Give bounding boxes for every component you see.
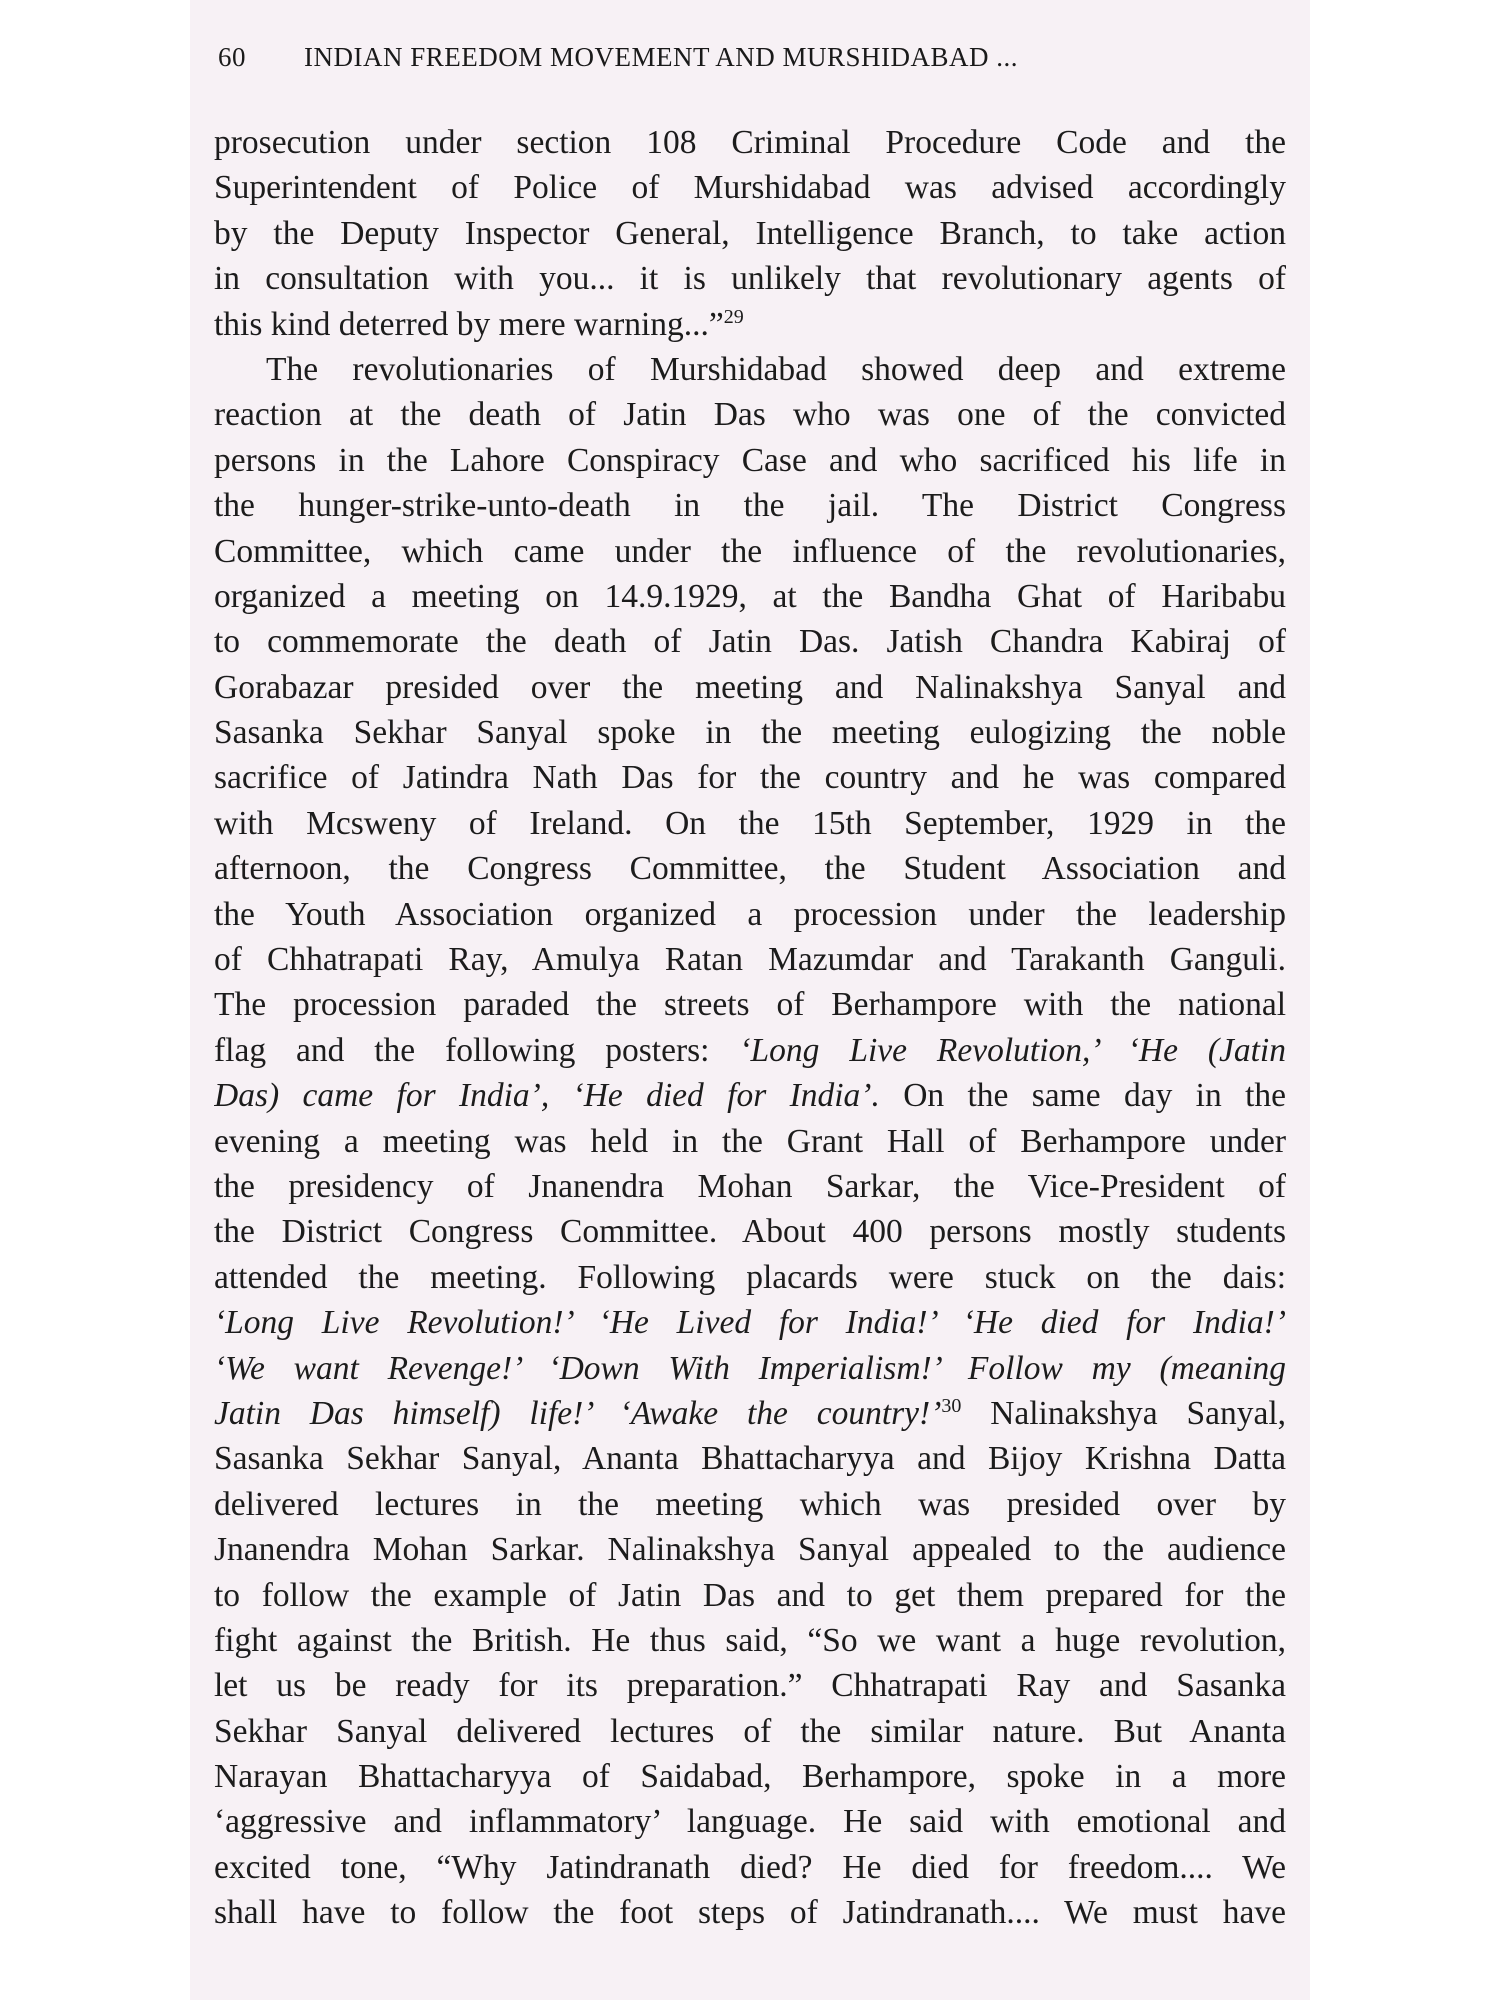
text-line: The revolutionaries of Murshidabad showed deep and extreme xyxy=(266,350,1286,388)
text-line: Sasanka Sekhar Sanyal spoke in the meeting eulogizing the noble xyxy=(214,714,1286,752)
page-number: 60 xyxy=(218,42,246,72)
text-line: ‘aggressive and inflammatory’ language. He said with emotional and xyxy=(214,1803,1286,1841)
text-line: Committee, which came under the influence of the revolutionaries, xyxy=(214,532,1286,570)
text-line: excited tone, “Why Jatindranath died? He died for freedom.... We xyxy=(214,1848,1286,1886)
text-line: the Youth Association organized a procession under the leadership xyxy=(214,895,1286,933)
text-line: the District Congress Committee. About 400 persons mostly students xyxy=(214,1213,1286,1251)
text-line: sacrifice of Jatindra Nath Das for the country and he was compared xyxy=(214,759,1286,797)
quoted-posters: ‘Long Live Revolution,’ ‘He (Jatin xyxy=(739,1031,1286,1069)
text-line: let us be ready for its preparation.” Chhatrapati Ray and Sasanka xyxy=(214,1667,1286,1705)
text-fragment: Nalinakshya Sanyal, xyxy=(990,1394,1286,1432)
text-fragment: flag and the following posters: xyxy=(214,1031,710,1069)
text-line: to follow the example of Jatin Das and to get them prepared for the xyxy=(214,1576,1286,1614)
body-text xyxy=(214,120,1286,1936)
footnote-ref: 30 xyxy=(941,1394,962,1417)
text-line: attended the meeting. Following placards were stuck on the dais: xyxy=(214,1258,1286,1296)
text-line: organized a meeting on 14.9.1929, at the Bandha Ghat of Haribabu xyxy=(214,577,1286,615)
text-line xyxy=(214,1391,1286,1436)
quoted-placards: ‘We want Revenge!’ ‘Down With Imperialism!’ Follow my (meaning xyxy=(214,1349,1286,1387)
text-fragment: On the same day in the xyxy=(903,1077,1286,1115)
text-line: reaction at the death of Jatin Das who was one of the convicted xyxy=(214,396,1286,434)
text-line xyxy=(214,1028,1286,1073)
running-header xyxy=(218,42,1218,82)
text-line: persons in the Lahore Conspiracy Case and who sacrificed his life in xyxy=(214,441,1286,479)
quoted-placards: ‘Long Live Revolution!’ ‘He Lived for India!’ ‘He died for India!’ xyxy=(214,1304,1286,1342)
text-line: to commemorate the death of Jatin Das. Jatish Chandra Kabiraj of xyxy=(214,623,1286,661)
text-line: with Mcsweny of Ireland. On the 15th September, 1929 in the xyxy=(214,804,1286,842)
text-line: Jnanendra Mohan Sarkar. Nalinakshya Sanyal appealed to the audience xyxy=(214,1531,1286,1569)
text-line: by the Deputy Inspector General, Intelligence Branch, to take action xyxy=(214,214,1286,252)
text-line: The procession paraded the streets of Berhampore with the national xyxy=(214,986,1286,1024)
text-line: the presidency of Jnanendra Mohan Sarkar, the Vice-President of xyxy=(214,1167,1286,1205)
text-line xyxy=(214,302,1286,347)
text-line xyxy=(214,1300,1286,1345)
text-line: Superintendent of Police of Murshidabad was advised accordingly xyxy=(214,169,1286,207)
quoted-placards: Jatin Das himself) life!’ ‘Awake the country!’ xyxy=(214,1394,942,1432)
text-line xyxy=(214,1346,1286,1391)
text-line: delivered lectures in the meeting which was presided over by xyxy=(214,1485,1286,1523)
text-line: Sekhar Sanyal delivered lectures of the similar nature. But Ananta xyxy=(214,1712,1286,1750)
text-line: shall have to follow the foot steps of Jatindranath.... We must have xyxy=(214,1894,1286,1932)
quoted-posters: Das) came for India’, ‘He died for India’. xyxy=(214,1077,880,1115)
text-line: Sasanka Sekhar Sanyal, Ananta Bhattacharyya and Bijoy Krishna Datta xyxy=(214,1440,1286,1478)
text-line: afternoon, the Congress Committee, the Student Association and xyxy=(214,850,1286,888)
text-line: Gorabazar presided over the meeting and Nalinakshya Sanyal and xyxy=(214,668,1286,706)
text-line: of Chhatrapati Ray, Amulya Ratan Mazumdar and Tarakanth Ganguli. xyxy=(214,941,1286,979)
text-line xyxy=(214,1073,1286,1118)
text-line: evening a meeting was held in the Grant Hall of Berhampore under xyxy=(214,1122,1286,1160)
text-fragment: this kind deterred by mere warning...” xyxy=(214,305,724,343)
running-title: INDIAN FREEDOM MOVEMENT AND MURSHIDABAD ... xyxy=(304,42,1019,72)
text-line: the hunger-strike-unto-death in the jail. The District Congress xyxy=(214,487,1286,525)
text-line: in consultation with you... it is unlikely that revolutionary agents of xyxy=(214,260,1286,298)
text-line: prosecution under section 108 Criminal Procedure Code and the xyxy=(214,124,1286,161)
text-line: fight against the British. He thus said, “So we want a huge revolution, xyxy=(214,1621,1286,1659)
text-line: Narayan Bhattacharyya of Saidabad, Berhampore, spoke in a more xyxy=(214,1758,1286,1796)
footnote-ref: 29 xyxy=(723,305,744,328)
